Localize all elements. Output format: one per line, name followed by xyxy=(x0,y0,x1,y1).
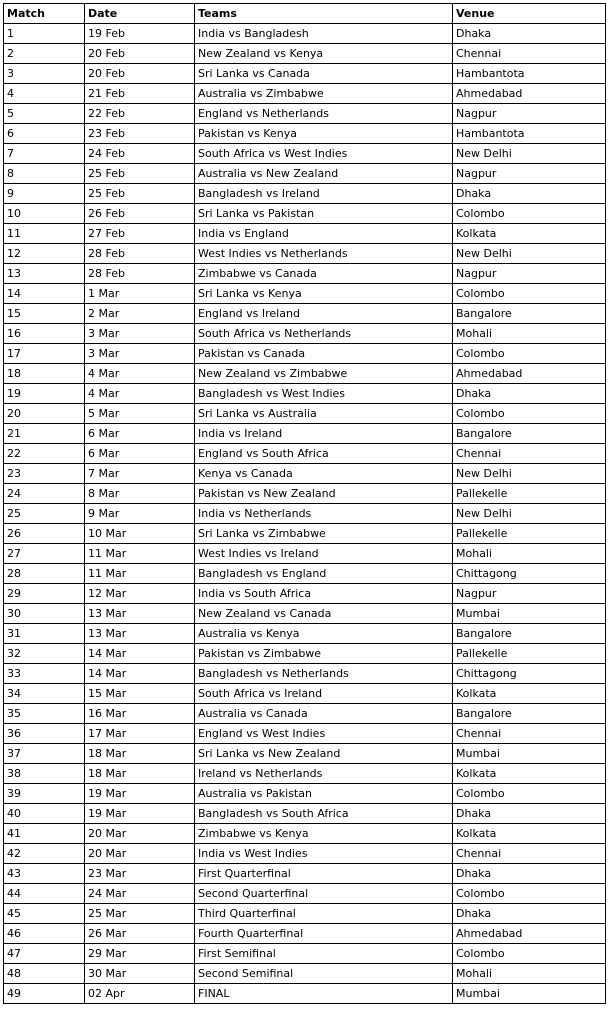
table-row xyxy=(4,324,606,344)
teams-cell: Bangladesh vs Ireland xyxy=(195,184,453,204)
venue-cell: Nagpur xyxy=(453,164,606,184)
table-row xyxy=(4,564,606,584)
venue-cell: Nagpur xyxy=(453,584,606,604)
date-cell: 6 Mar xyxy=(85,444,195,464)
venue-cell: Ahmedabad xyxy=(453,364,606,384)
table-row xyxy=(4,744,606,764)
schedule-table-container xyxy=(3,3,606,1004)
date-cell: 7 Mar xyxy=(85,464,195,484)
match-cell: 9 xyxy=(4,184,85,204)
venue-cell: Colombo xyxy=(453,884,606,904)
teams-cell: Sri Lanka vs Canada xyxy=(195,64,453,84)
teams-cell: Second Quarterfinal xyxy=(195,884,453,904)
venue-cell: Pallekelle xyxy=(453,644,606,664)
date-cell: 1 Mar xyxy=(85,284,195,304)
match-cell: 48 xyxy=(4,964,85,984)
teams-cell: Bangladesh vs Netherlands xyxy=(195,664,453,684)
teams-cell: India vs South Africa xyxy=(195,584,453,604)
teams-cell: South Africa vs Netherlands xyxy=(195,324,453,344)
venue-cell: Pallekelle xyxy=(453,524,606,544)
match-cell: 39 xyxy=(4,784,85,804)
match-cell: 11 xyxy=(4,224,85,244)
match-cell: 12 xyxy=(4,244,85,264)
teams-cell: Bangladesh vs South Africa xyxy=(195,804,453,824)
match-cell: 41 xyxy=(4,824,85,844)
table-row xyxy=(4,64,606,84)
venue-cell: Hambantota xyxy=(453,124,606,144)
venue-cell: Hambantota xyxy=(453,64,606,84)
table-row xyxy=(4,124,606,144)
table-body xyxy=(4,24,606,1004)
date-cell: 19 Feb xyxy=(85,24,195,44)
venue-cell: Bangalore xyxy=(453,624,606,644)
teams-cell: Sri Lanka vs Zimbabwe xyxy=(195,524,453,544)
teams-cell: India vs Netherlands xyxy=(195,504,453,524)
header-date: Date xyxy=(85,4,195,24)
date-cell: 23 Feb xyxy=(85,124,195,144)
venue-cell: Colombo xyxy=(453,284,606,304)
match-cell: 6 xyxy=(4,124,85,144)
date-cell: 02 Apr xyxy=(85,984,195,1004)
schedule-table xyxy=(3,3,606,1004)
venue-cell: Colombo xyxy=(453,404,606,424)
match-cell: 34 xyxy=(4,684,85,704)
match-cell: 25 xyxy=(4,504,85,524)
match-cell: 29 xyxy=(4,584,85,604)
date-cell: 13 Mar xyxy=(85,604,195,624)
table-row xyxy=(4,384,606,404)
table-row xyxy=(4,404,606,424)
table-row xyxy=(4,184,606,204)
date-cell: 26 Mar xyxy=(85,924,195,944)
venue-cell: Bangalore xyxy=(453,304,606,324)
venue-cell: Mumbai xyxy=(453,984,606,1004)
date-cell: 17 Mar xyxy=(85,724,195,744)
venue-cell: Mohali xyxy=(453,964,606,984)
date-cell: 14 Mar xyxy=(85,664,195,684)
table-row xyxy=(4,724,606,744)
venue-cell: New Delhi xyxy=(453,244,606,264)
venue-cell: Chittagong xyxy=(453,564,606,584)
match-cell: 33 xyxy=(4,664,85,684)
date-cell: 27 Feb xyxy=(85,224,195,244)
date-cell: 2 Mar xyxy=(85,304,195,324)
match-cell: 31 xyxy=(4,624,85,644)
table-row xyxy=(4,304,606,324)
venue-cell: Chennai xyxy=(453,44,606,64)
teams-cell: India vs Ireland xyxy=(195,424,453,444)
match-cell: 49 xyxy=(4,984,85,1004)
date-cell: 11 Mar xyxy=(85,564,195,584)
table-row xyxy=(4,544,606,564)
date-cell: 23 Mar xyxy=(85,864,195,884)
date-cell: 4 Mar xyxy=(85,364,195,384)
match-cell: 13 xyxy=(4,264,85,284)
table-row xyxy=(4,664,606,684)
table-row xyxy=(4,224,606,244)
teams-cell: India vs England xyxy=(195,224,453,244)
match-cell: 36 xyxy=(4,724,85,744)
table-row xyxy=(4,864,606,884)
date-cell: 9 Mar xyxy=(85,504,195,524)
date-cell: 8 Mar xyxy=(85,484,195,504)
table-row xyxy=(4,264,606,284)
teams-cell: New Zealand vs Kenya xyxy=(195,44,453,64)
match-cell: 28 xyxy=(4,564,85,584)
table-row xyxy=(4,44,606,64)
match-cell: 43 xyxy=(4,864,85,884)
match-cell: 21 xyxy=(4,424,85,444)
teams-cell: Bangladesh vs England xyxy=(195,564,453,584)
venue-cell: Dhaka xyxy=(453,864,606,884)
match-cell: 40 xyxy=(4,804,85,824)
date-cell: 24 Feb xyxy=(85,144,195,164)
table-row xyxy=(4,924,606,944)
venue-cell: Chennai xyxy=(453,724,606,744)
teams-cell: Sri Lanka vs New Zealand xyxy=(195,744,453,764)
venue-cell: Colombo xyxy=(453,204,606,224)
venue-cell: New Delhi xyxy=(453,144,606,164)
table-row xyxy=(4,424,606,444)
teams-cell: Australia vs Zimbabwe xyxy=(195,84,453,104)
match-cell: 26 xyxy=(4,524,85,544)
date-cell: 13 Mar xyxy=(85,624,195,644)
teams-cell: Australia vs Canada xyxy=(195,704,453,724)
date-cell: 6 Mar xyxy=(85,424,195,444)
header-row xyxy=(4,4,606,24)
venue-cell: Bangalore xyxy=(453,424,606,444)
venue-cell: Chennai xyxy=(453,444,606,464)
match-cell: 7 xyxy=(4,144,85,164)
teams-cell: Pakistan vs New Zealand xyxy=(195,484,453,504)
match-cell: 15 xyxy=(4,304,85,324)
date-cell: 3 Mar xyxy=(85,324,195,344)
venue-cell: Mohali xyxy=(453,324,606,344)
date-cell: 20 Mar xyxy=(85,844,195,864)
table-row xyxy=(4,684,606,704)
teams-cell: FINAL xyxy=(195,984,453,1004)
teams-cell: Bangladesh vs West Indies xyxy=(195,384,453,404)
match-cell: 44 xyxy=(4,884,85,904)
teams-cell: South Africa vs Ireland xyxy=(195,684,453,704)
date-cell: 20 Mar xyxy=(85,824,195,844)
table-row xyxy=(4,104,606,124)
table-row xyxy=(4,844,606,864)
teams-cell: India vs Bangladesh xyxy=(195,24,453,44)
date-cell: 25 Feb xyxy=(85,184,195,204)
table-row xyxy=(4,884,606,904)
venue-cell: Nagpur xyxy=(453,264,606,284)
teams-cell: New Zealand vs Zimbabwe xyxy=(195,364,453,384)
teams-cell: First Quarterfinal xyxy=(195,864,453,884)
date-cell: 3 Mar xyxy=(85,344,195,364)
venue-cell: Chennai xyxy=(453,844,606,864)
match-cell: 35 xyxy=(4,704,85,724)
venue-cell: Kolkata xyxy=(453,824,606,844)
date-cell: 28 Feb xyxy=(85,264,195,284)
venue-cell: Ahmedabad xyxy=(453,924,606,944)
table-row xyxy=(4,524,606,544)
table-row xyxy=(4,784,606,804)
venue-cell: Colombo xyxy=(453,944,606,964)
table-row xyxy=(4,164,606,184)
date-cell: 18 Mar xyxy=(85,744,195,764)
header-match: Match xyxy=(4,4,85,24)
teams-cell: Ireland vs Netherlands xyxy=(195,764,453,784)
table-row xyxy=(4,584,606,604)
date-cell: 4 Mar xyxy=(85,384,195,404)
match-cell: 42 xyxy=(4,844,85,864)
teams-cell: Pakistan vs Zimbabwe xyxy=(195,644,453,664)
table-row xyxy=(4,144,606,164)
venue-cell: Dhaka xyxy=(453,24,606,44)
date-cell: 25 Mar xyxy=(85,904,195,924)
match-cell: 17 xyxy=(4,344,85,364)
venue-cell: Dhaka xyxy=(453,804,606,824)
venue-cell: Ahmedabad xyxy=(453,84,606,104)
date-cell: 16 Mar xyxy=(85,704,195,724)
venue-cell: Nagpur xyxy=(453,104,606,124)
teams-cell: Sri Lanka vs Kenya xyxy=(195,284,453,304)
date-cell: 28 Feb xyxy=(85,244,195,264)
teams-cell: Fourth Quarterfinal xyxy=(195,924,453,944)
teams-cell: Second Semifinal xyxy=(195,964,453,984)
teams-cell: India vs West Indies xyxy=(195,844,453,864)
teams-cell: First Semifinal xyxy=(195,944,453,964)
table-row xyxy=(4,364,606,384)
match-cell: 20 xyxy=(4,404,85,424)
match-cell: 32 xyxy=(4,644,85,664)
teams-cell: Australia vs Pakistan xyxy=(195,784,453,804)
teams-cell: Pakistan vs Kenya xyxy=(195,124,453,144)
date-cell: 5 Mar xyxy=(85,404,195,424)
table-row xyxy=(4,904,606,924)
teams-cell: Australia vs New Zealand xyxy=(195,164,453,184)
match-cell: 18 xyxy=(4,364,85,384)
table-row xyxy=(4,764,606,784)
match-cell: 45 xyxy=(4,904,85,924)
venue-cell: Mumbai xyxy=(453,604,606,624)
table-row xyxy=(4,804,606,824)
venue-cell: Chittagong xyxy=(453,664,606,684)
header-teams: Teams xyxy=(195,4,453,24)
date-cell: 14 Mar xyxy=(85,644,195,664)
table-row xyxy=(4,644,606,664)
match-cell: 1 xyxy=(4,24,85,44)
teams-cell: New Zealand vs Canada xyxy=(195,604,453,624)
date-cell: 26 Feb xyxy=(85,204,195,224)
teams-cell: Zimbabwe vs Canada xyxy=(195,264,453,284)
venue-cell: Bangalore xyxy=(453,704,606,724)
match-cell: 4 xyxy=(4,84,85,104)
match-cell: 37 xyxy=(4,744,85,764)
venue-cell: Dhaka xyxy=(453,384,606,404)
teams-cell: South Africa vs West Indies xyxy=(195,144,453,164)
table-row xyxy=(4,984,606,1004)
match-cell: 16 xyxy=(4,324,85,344)
venue-cell: Pallekelle xyxy=(453,484,606,504)
table-row xyxy=(4,344,606,364)
match-cell: 24 xyxy=(4,484,85,504)
venue-cell: New Delhi xyxy=(453,504,606,524)
match-cell: 46 xyxy=(4,924,85,944)
venue-cell: Dhaka xyxy=(453,904,606,924)
match-cell: 27 xyxy=(4,544,85,564)
match-cell: 47 xyxy=(4,944,85,964)
venue-cell: Kolkata xyxy=(453,224,606,244)
date-cell: 20 Feb xyxy=(85,64,195,84)
venue-cell: Kolkata xyxy=(453,684,606,704)
date-cell: 19 Mar xyxy=(85,804,195,824)
date-cell: 21 Feb xyxy=(85,84,195,104)
match-cell: 2 xyxy=(4,44,85,64)
venue-cell: Mohali xyxy=(453,544,606,564)
table-row xyxy=(4,204,606,224)
venue-cell: Colombo xyxy=(453,344,606,364)
match-cell: 14 xyxy=(4,284,85,304)
venue-cell: New Delhi xyxy=(453,464,606,484)
teams-cell: England vs Ireland xyxy=(195,304,453,324)
date-cell: 20 Feb xyxy=(85,44,195,64)
date-cell: 29 Mar xyxy=(85,944,195,964)
date-cell: 12 Mar xyxy=(85,584,195,604)
match-cell: 30 xyxy=(4,604,85,624)
table-row xyxy=(4,504,606,524)
date-cell: 11 Mar xyxy=(85,544,195,564)
table-row xyxy=(4,604,606,624)
date-cell: 10 Mar xyxy=(85,524,195,544)
match-cell: 3 xyxy=(4,64,85,84)
table-row xyxy=(4,244,606,264)
table-row xyxy=(4,944,606,964)
table-row xyxy=(4,624,606,644)
match-cell: 8 xyxy=(4,164,85,184)
match-cell: 23 xyxy=(4,464,85,484)
teams-cell: Kenya vs Canada xyxy=(195,464,453,484)
match-cell: 38 xyxy=(4,764,85,784)
table-row xyxy=(4,964,606,984)
teams-cell: Third Quarterfinal xyxy=(195,904,453,924)
date-cell: 30 Mar xyxy=(85,964,195,984)
teams-cell: Sri Lanka vs Pakistan xyxy=(195,204,453,224)
date-cell: 25 Feb xyxy=(85,164,195,184)
table-row xyxy=(4,444,606,464)
teams-cell: Zimbabwe vs Kenya xyxy=(195,824,453,844)
table-row xyxy=(4,824,606,844)
date-cell: 18 Mar xyxy=(85,764,195,784)
header-venue: Venue xyxy=(453,4,606,24)
table-row xyxy=(4,284,606,304)
match-cell: 5 xyxy=(4,104,85,124)
venue-cell: Dhaka xyxy=(453,184,606,204)
date-cell: 19 Mar xyxy=(85,784,195,804)
teams-cell: Sri Lanka vs Australia xyxy=(195,404,453,424)
teams-cell: Australia vs Kenya xyxy=(195,624,453,644)
table-row xyxy=(4,24,606,44)
venue-cell: Colombo xyxy=(453,784,606,804)
teams-cell: West Indies vs Ireland xyxy=(195,544,453,564)
match-cell: 22 xyxy=(4,444,85,464)
table-row xyxy=(4,84,606,104)
teams-cell: England vs Netherlands xyxy=(195,104,453,124)
match-cell: 10 xyxy=(4,204,85,224)
match-cell: 19 xyxy=(4,384,85,404)
table-row xyxy=(4,464,606,484)
venue-cell: Mumbai xyxy=(453,744,606,764)
teams-cell: West Indies vs Netherlands xyxy=(195,244,453,264)
teams-cell: England vs South Africa xyxy=(195,444,453,464)
teams-cell: Pakistan vs Canada xyxy=(195,344,453,364)
venue-cell: Kolkata xyxy=(453,764,606,784)
date-cell: 24 Mar xyxy=(85,884,195,904)
date-cell: 22 Feb xyxy=(85,104,195,124)
date-cell: 15 Mar xyxy=(85,684,195,704)
table-row xyxy=(4,484,606,504)
table-row xyxy=(4,704,606,724)
teams-cell: England vs West Indies xyxy=(195,724,453,744)
